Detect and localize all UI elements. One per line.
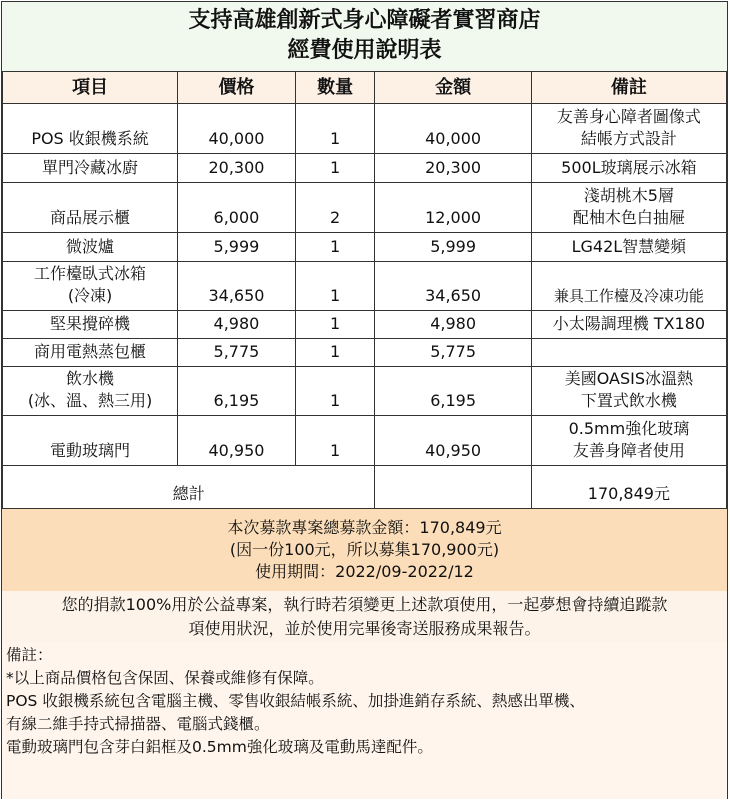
header-qty: 數量 [295, 72, 375, 104]
total-empty-cell [375, 466, 531, 509]
notes-line: 有線二維手持式掃描器、電腦式錢櫃。 [6, 715, 270, 733]
item-line: (冷凍) [67, 286, 113, 305]
price-cell: 34,650 [178, 262, 296, 311]
note-line: 下置式飲水機 [580, 391, 677, 410]
note-cell: 500L玻璃展示冰箱 [531, 154, 726, 183]
table-row [3, 416, 727, 466]
amount-cell: 6,195 [375, 367, 531, 416]
price-cell: 5,775 [178, 339, 296, 367]
summary-period-line: 使用期間：2022/09-2022/12 [255, 562, 474, 581]
table-row [3, 367, 727, 416]
qty-cell: 1 [295, 233, 375, 262]
notes-heading: 備註： [6, 646, 53, 664]
price-cell: 40,000 [178, 104, 296, 154]
item-cell [3, 367, 178, 416]
qty-cell: 1 [295, 311, 375, 339]
expense-table [2, 71, 727, 509]
price-cell: 20,300 [178, 154, 296, 183]
notes-line: POS 收銀機系統包含電腦主機、零售收銀結帳系統、加掛進銷存系統、熱感出單機、 [6, 692, 585, 710]
note-line: 結帳方式設計 [580, 129, 677, 148]
price-cell: 5,999 [178, 233, 296, 262]
summary-total-line: 本次募款專案總募款金額：170,849元 [227, 518, 502, 537]
item-cell: 微波爐 [3, 233, 178, 262]
header-note: 備註 [531, 72, 726, 104]
item-cell: 商用電熱蒸包櫃 [3, 339, 178, 367]
note-cell [531, 416, 726, 466]
amount-cell: 4,980 [375, 311, 531, 339]
note-cell: 小太陽調理機 TX180 [531, 311, 726, 339]
item-cell: POS 收銀機系統 [3, 104, 178, 154]
amount-cell: 5,775 [375, 339, 531, 367]
table-row [3, 154, 727, 183]
price-cell: 6,195 [178, 367, 296, 416]
notice-line-2: 項使用狀況，並於使用完畢後寄送服務成果報告。 [188, 619, 541, 638]
note-cell [531, 367, 726, 416]
amount-cell: 5,999 [375, 233, 531, 262]
qty-cell: 1 [295, 367, 375, 416]
table-header-row [3, 72, 727, 104]
table-row [3, 339, 727, 367]
price-cell: 4,980 [178, 311, 296, 339]
donation-notice [2, 591, 727, 643]
notes-line: *以上商品價格包含保固、保養或維修有保障。 [6, 669, 324, 687]
header-item: 項目 [3, 72, 178, 104]
amount-cell: 40,000 [375, 104, 531, 154]
qty-cell: 1 [295, 339, 375, 367]
qty-cell: 1 [295, 104, 375, 154]
notice-line-1: 您的捐款100%用於公益專案，執行時若須變更上述款項使用，一起夢想會持續追蹤款 [61, 595, 668, 614]
note-cell: LG42L智慧變頻 [531, 233, 726, 262]
total-label: 總計 [3, 466, 375, 509]
title-line-2: 經費使用說明表 [287, 38, 442, 63]
table-row [3, 104, 727, 154]
amount-cell: 20,300 [375, 154, 531, 183]
amount-cell: 40,950 [375, 416, 531, 466]
qty-cell: 2 [295, 183, 375, 233]
amount-cell: 34,650 [375, 262, 531, 311]
note-line: 0.5mm強化玻璃 [568, 419, 690, 438]
price-cell: 6,000 [178, 183, 296, 233]
item-cell: 電動玻璃門 [3, 416, 178, 466]
notes-section [2, 642, 727, 799]
expense-sheet [1, 1, 728, 799]
item-cell: 堅果攪碎機 [3, 311, 178, 339]
notes-line: 電動玻璃門包含芽白鋁框及0.5mm強化玻璃及電動馬達配件。 [6, 738, 433, 756]
qty-cell: 1 [295, 262, 375, 311]
price-cell: 40,950 [178, 416, 296, 466]
table-row [3, 311, 727, 339]
item-line: 工作檯臥式冰箱 [34, 264, 147, 283]
qty-cell: 1 [295, 416, 375, 466]
total-value: 170,849元 [531, 466, 726, 509]
note-line: 美國OASIS冰溫熱 [564, 369, 694, 388]
title-line-1: 支持高雄創新式身心障礙者實習商店 [188, 8, 541, 33]
item-cell: 單門冷藏冰廚 [3, 154, 178, 183]
note-cell [531, 183, 726, 233]
table-row [3, 233, 727, 262]
qty-cell: 1 [295, 154, 375, 183]
summary-unit-line: (因一份100元，所以募集170,900元) [229, 540, 500, 559]
header-amount: 金額 [375, 72, 531, 104]
note-line: 友善身心障者圖像式 [556, 107, 701, 126]
note-cell: 兼具工作檯及冷凍功能 [531, 262, 726, 311]
note-cell [531, 339, 726, 367]
item-cell: 商品展示櫃 [3, 183, 178, 233]
note-line: 淺胡桃木5層 [583, 186, 674, 205]
table-row [3, 183, 727, 233]
item-line: 飲水機 [66, 369, 115, 388]
header-price: 價格 [178, 72, 296, 104]
amount-cell: 12,000 [375, 183, 531, 233]
item-cell [3, 262, 178, 311]
sheet-title [2, 2, 727, 72]
fundraising-summary [2, 508, 727, 592]
note-cell [531, 104, 726, 154]
item-line: (冰、溫、熱三用) [27, 391, 153, 410]
total-row [3, 466, 727, 509]
table-row [3, 262, 727, 311]
note-line: 配柚木色白抽屜 [572, 208, 685, 227]
note-line: 友善身障者使用 [572, 441, 685, 460]
